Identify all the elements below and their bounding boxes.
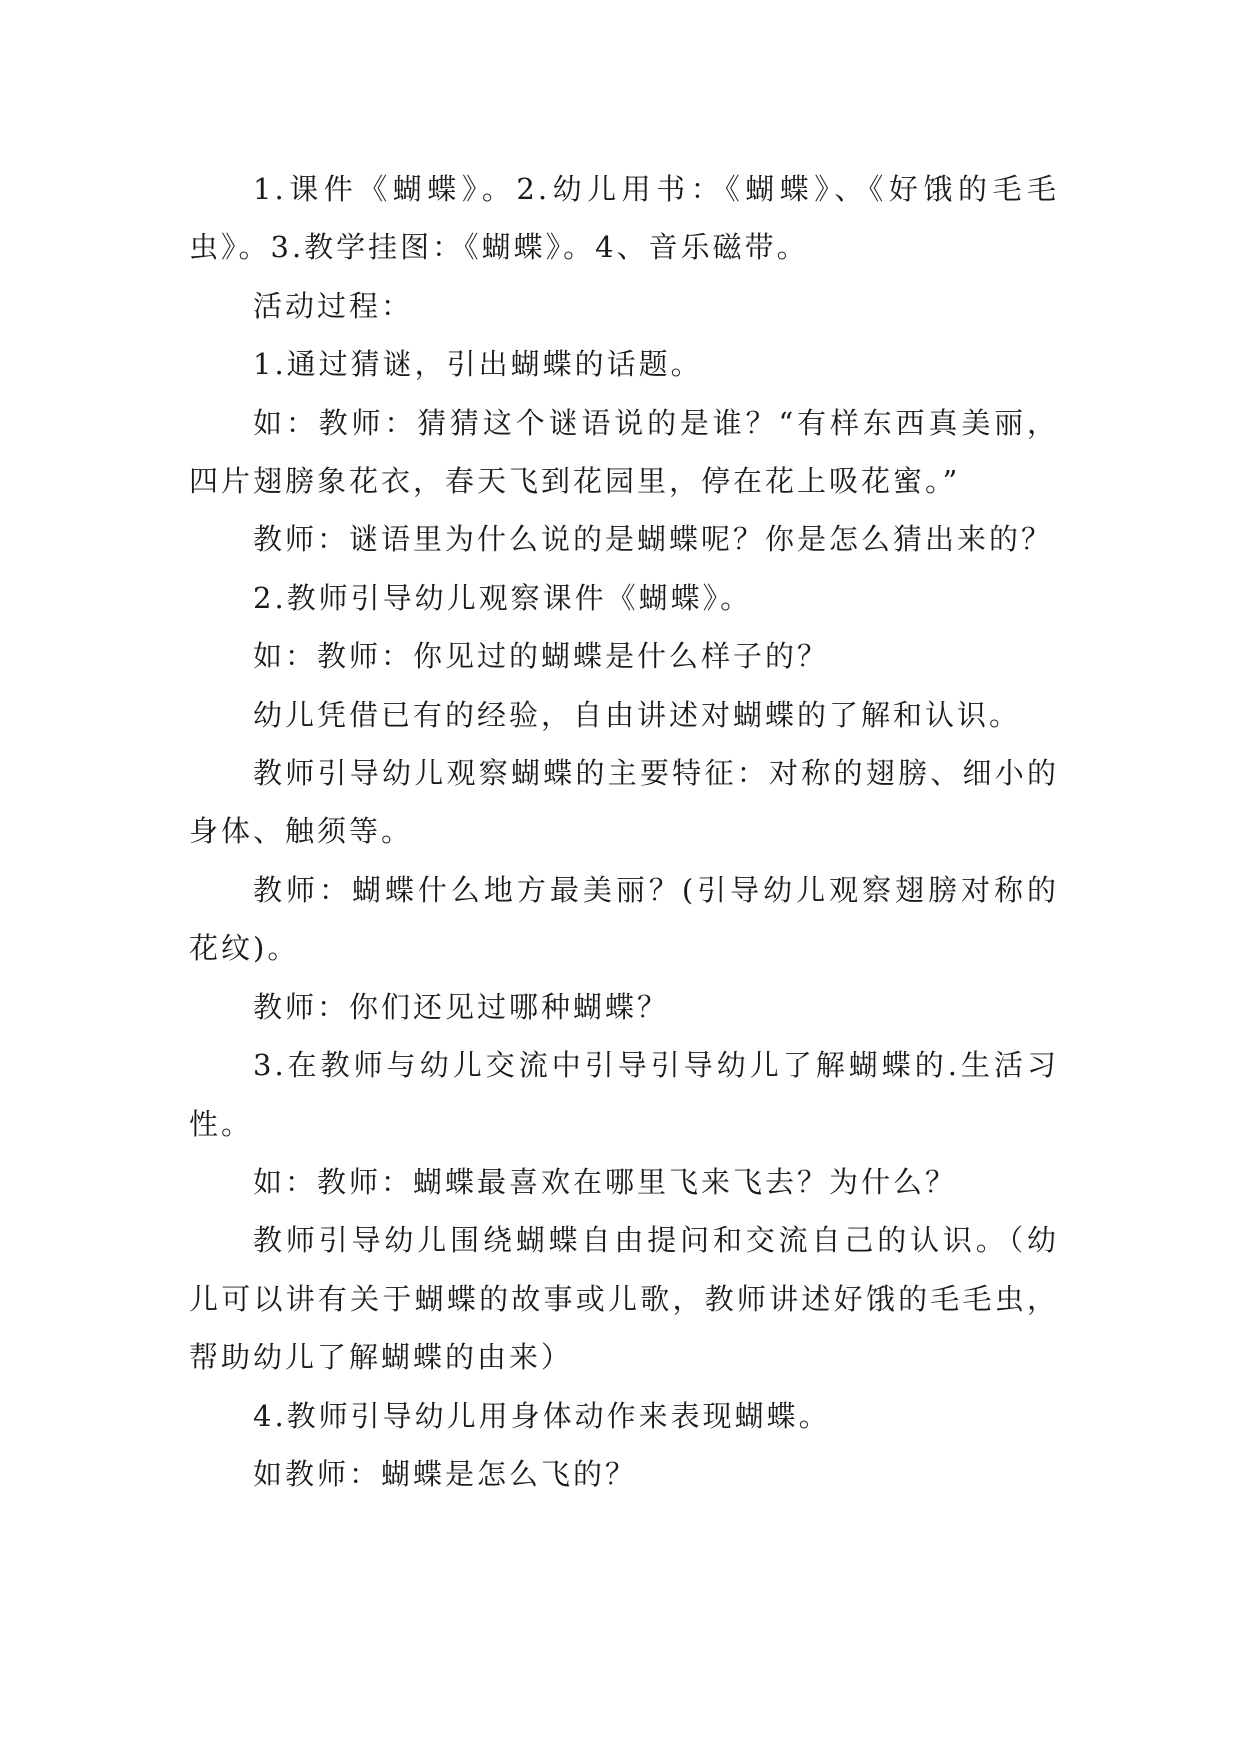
paragraph-main-features: 教师引导幼儿观察蝴蝶的主要特征：对称的翅膀、细小的身体、触须等。	[189, 756, 1059, 849]
paragraph-step-4: 4.教师引导幼儿用身体动作来表现蝴蝶。	[253, 1398, 831, 1433]
paragraph-step-3: 3.在教师与幼儿交流中引导引导幼儿了解蝴蝶的.生活习性。	[189, 1048, 1059, 1141]
paragraph-free-questions: 教师引导幼儿围绕蝴蝶自由提问和交流自己的认识。（幼儿可以讲有关于蝴蝶的故事或儿歌，教师讲述好饿的毛毛虫，帮助幼儿了解蝴蝶的由来）	[189, 1223, 1059, 1375]
paragraph-where-fly: 如：教师：蝴蝶最喜欢在哪里飞来飞去？为什么？	[253, 1164, 958, 1199]
paragraph-seen-butterfly: 如：教师：你见过的蝴蝶是什么样子的？	[253, 639, 830, 674]
paragraph-step-1: 1.通过猜谜，引出蝴蝶的话题。	[253, 347, 703, 382]
paragraph-most-beautiful: 教师：蝴蝶什么地方最美丽？(引导幼儿观察翅膀对称的花纹)。	[189, 872, 1059, 966]
paragraph-riddle-question: 教师：谜语里为什么说的是蝴蝶呢？你是怎么猜出来的？	[253, 522, 1054, 557]
paragraph-activity-heading: 活动过程：	[253, 288, 414, 323]
paragraph-other-butterflies: 教师：你们还见过哪种蝴蝶？	[253, 989, 670, 1024]
paragraph-how-fly: 如教师：蝴蝶是怎么飞的？	[253, 1456, 638, 1491]
paragraph-children-experience: 幼儿凭借已有的经验，自由讲述对蝴蝶的了解和认识。	[253, 697, 1022, 732]
paragraph-riddle: 如：教师：猜猜这个谜语说的是谁？“有样东西真美丽，四片翅膀象花衣，春天飞到花园里，停在花上吸花蜜。”	[189, 405, 1059, 499]
paragraph-materials: 1.课件《蝴蝶》。2.幼儿用书：《蝴蝶》、《好饿的毛毛虫》。3.教学挂图：《蝴蝶》。4、音乐磁带。	[189, 172, 1059, 265]
paragraph-step-2: 2.教师引导幼儿观察课件《蝴蝶》。	[253, 580, 753, 615]
document-body	[189, 160, 1059, 1503]
